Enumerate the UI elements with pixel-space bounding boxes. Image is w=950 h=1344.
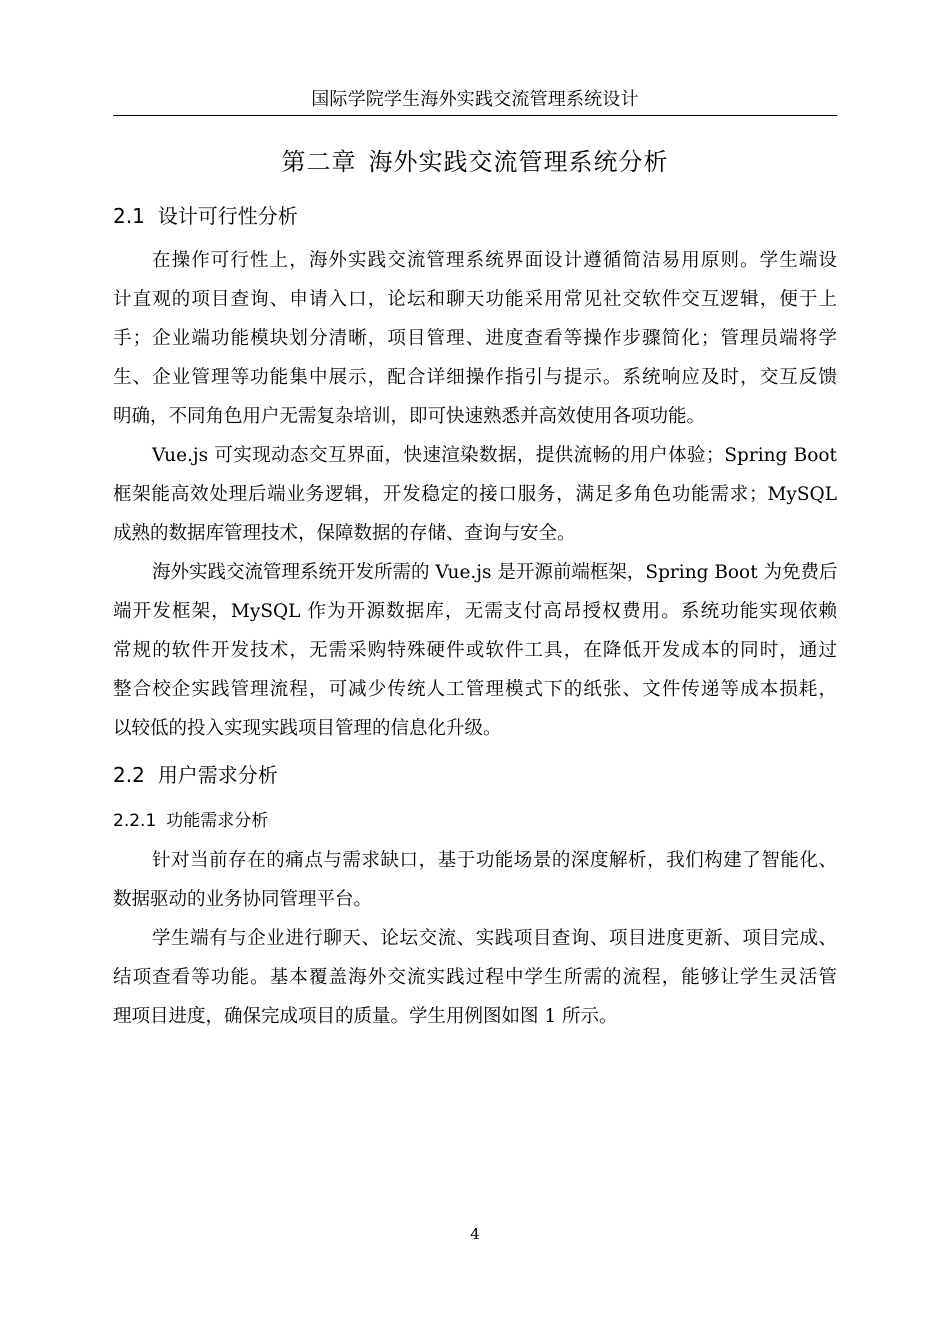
paragraph-line: 框架能高效处理后端业务逻辑，开发稳定的接口服务，满足多角色功能需求；MySQL bbox=[113, 484, 837, 505]
header-rule bbox=[113, 115, 837, 116]
section-title: 用户需求分析 bbox=[157, 763, 278, 787]
paragraph-line: 海外实践交流管理系统开发所需的 Vue.js 是开源前端框架，Spring Boot 为免费后 bbox=[152, 562, 838, 583]
paragraph-line: 数据驱动的业务协同管理平台。 bbox=[113, 889, 373, 910]
paragraph-line: 针对当前存在的痛点与需求缺口，基于功能场景的深度解析，我们构建了智能化、 bbox=[152, 850, 837, 871]
running-header: 国际学院学生海外实践交流管理系统设计 bbox=[311, 89, 639, 110]
subsection-title: 功能需求分析 bbox=[166, 811, 269, 831]
paragraph-line: 成熟的数据库管理技术，保障数据的存储、查询与安全。 bbox=[113, 523, 576, 544]
page-number: 4 bbox=[470, 1225, 480, 1243]
chapter-title-text: 海外实践交流管理系统分析 bbox=[368, 148, 669, 176]
paragraph-functional-intro bbox=[113, 841, 837, 919]
paragraph-line: 常规的软件开发技术，无需采购特殊硬件或软件工具，在降低开发成本的同时，通过 bbox=[113, 640, 837, 661]
paragraph-line: 生、企业管理等功能集中展示，配合详细操作指引与提示。系统响应及时，交互反馈 bbox=[113, 367, 837, 388]
paragraph-line: 理项目进度，确保完成项目的质量。学生用例图如图 1 所示。 bbox=[113, 1006, 618, 1027]
paragraph-line: Vue.js 可实现动态交互界面，快速渲染数据，提供流畅的用户体验；Spring Boot bbox=[152, 445, 837, 466]
paragraph-student-functions bbox=[113, 919, 837, 1036]
paragraph-operational-feasibility bbox=[113, 241, 837, 436]
subsection-heading-2-2-1 bbox=[113, 808, 268, 834]
chapter-title bbox=[113, 144, 837, 180]
section-heading-2-1 bbox=[113, 201, 298, 231]
paragraph-line: 以较低的投入实现实践项目管理的信息化升级。 bbox=[113, 718, 502, 739]
paragraph-line: 整合校企实践管理流程，可减少传统人工管理模式下的纸张、文件传递等成本损耗， bbox=[113, 679, 837, 700]
paragraph-technical-feasibility bbox=[113, 436, 837, 553]
paragraph-line: 明确，不同角色用户无需复杂培训，即可快速熟悉并高效使用各项功能。 bbox=[113, 406, 706, 427]
paragraph-line: 手；企业端功能模块划分清晰，项目管理、进度查看等操作步骤简化；管理员端将学 bbox=[113, 328, 837, 349]
chapter-number-label: 第二章 bbox=[281, 148, 357, 176]
subsection-number: 2.2.1 bbox=[113, 811, 157, 831]
paragraph-economic-feasibility bbox=[113, 553, 837, 748]
paragraph-line: 计直观的项目查询、申请入口，论坛和聊天功能采用常见社交软件交互逻辑，便于上 bbox=[113, 289, 837, 310]
section-number: 2.1 bbox=[113, 204, 145, 228]
section-number: 2.2 bbox=[113, 763, 145, 787]
paragraph-line: 端开发框架，MySQL 作为开源数据库，无需支付高昂授权费用。系统功能实现依赖 bbox=[113, 601, 837, 622]
paragraph-line: 在操作可行性上，海外实践交流管理系统界面设计遵循简洁易用原则。学生端设 bbox=[152, 250, 837, 271]
paragraph-line: 结项查看等功能。基本覆盖海外交流实践过程中学生所需的流程，能够让学生灵活管 bbox=[113, 967, 837, 988]
section-title: 设计可行性分析 bbox=[157, 204, 298, 228]
section-heading-2-2 bbox=[113, 760, 278, 790]
paragraph-line: 学生端有与企业进行聊天、论坛交流、实践项目查询、项目进度更新、项目完成、 bbox=[152, 928, 837, 949]
